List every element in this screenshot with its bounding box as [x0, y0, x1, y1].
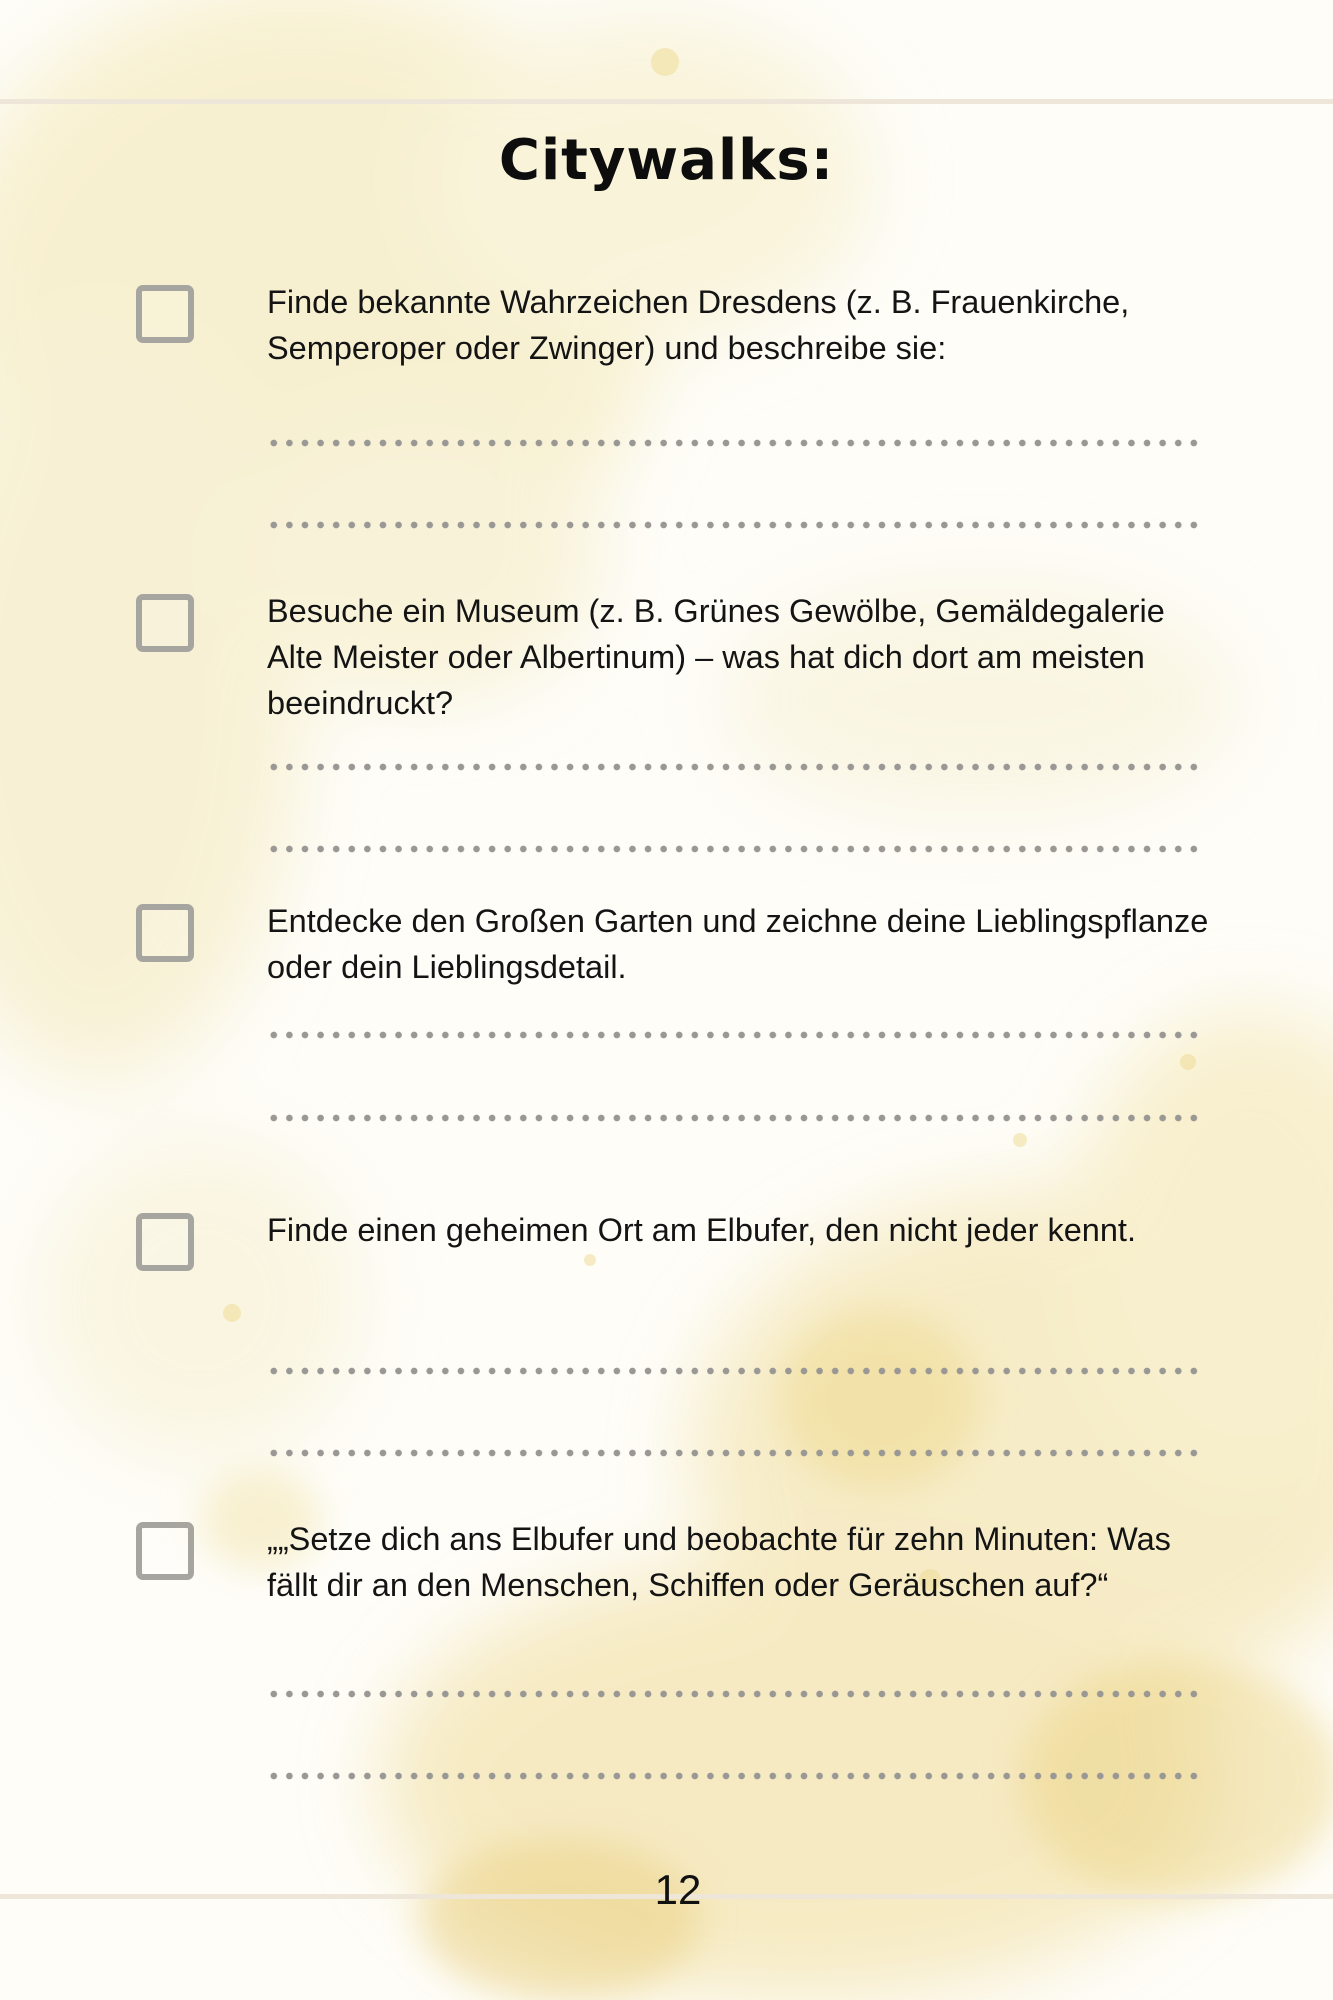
task-checkbox[interactable] [136, 594, 194, 652]
task-checkbox[interactable] [136, 1213, 194, 1271]
answer-line[interactable] [266, 1448, 1202, 1458]
answer-line[interactable] [266, 844, 1202, 854]
task-prompt: Finde einen geheimen Ort am Elbufer, den nicht jeder kennt. [267, 1212, 1136, 1248]
task-checkbox[interactable] [136, 904, 194, 962]
task-checkbox[interactable] [136, 285, 194, 343]
answer-line[interactable] [266, 1689, 1202, 1699]
answer-line[interactable] [266, 1030, 1202, 1040]
answer-line[interactable] [266, 438, 1202, 448]
task-prompt: Entdecke den Großen Garten und zeichne deine Lieblingspflanze oder dein Lieblingsdetail. [267, 903, 1209, 985]
top-rule [0, 99, 1333, 104]
answer-line[interactable] [266, 1771, 1202, 1781]
task-prompt: Finde bekannte Wahrzeichen Dresdens (z. B. Frauenkirche, Semperoper oder Zwinger) und beschreibe sie: [267, 284, 1130, 366]
task-prompt: „„Setze dich ans Elbufer und beobachte für zehn Minuten: Was fällt dir an den Menschen, Schiffen oder Geräuschen auf?“ [267, 1521, 1171, 1603]
page-number: 12 [654, 1866, 702, 1913]
answer-line[interactable] [266, 520, 1202, 530]
task-prompt: Besuche ein Museum (z. B. Grünes Gewölbe, Gemäldegalerie Alte Meister oder Albertinum) – was hat dich dort am meisten beeindruckt? [267, 593, 1165, 721]
answer-line[interactable] [266, 1113, 1202, 1123]
task-checkbox[interactable] [136, 1522, 194, 1580]
answer-line[interactable] [266, 762, 1202, 772]
page-title: Citywalks: [498, 128, 835, 193]
answer-line[interactable] [266, 1366, 1202, 1376]
